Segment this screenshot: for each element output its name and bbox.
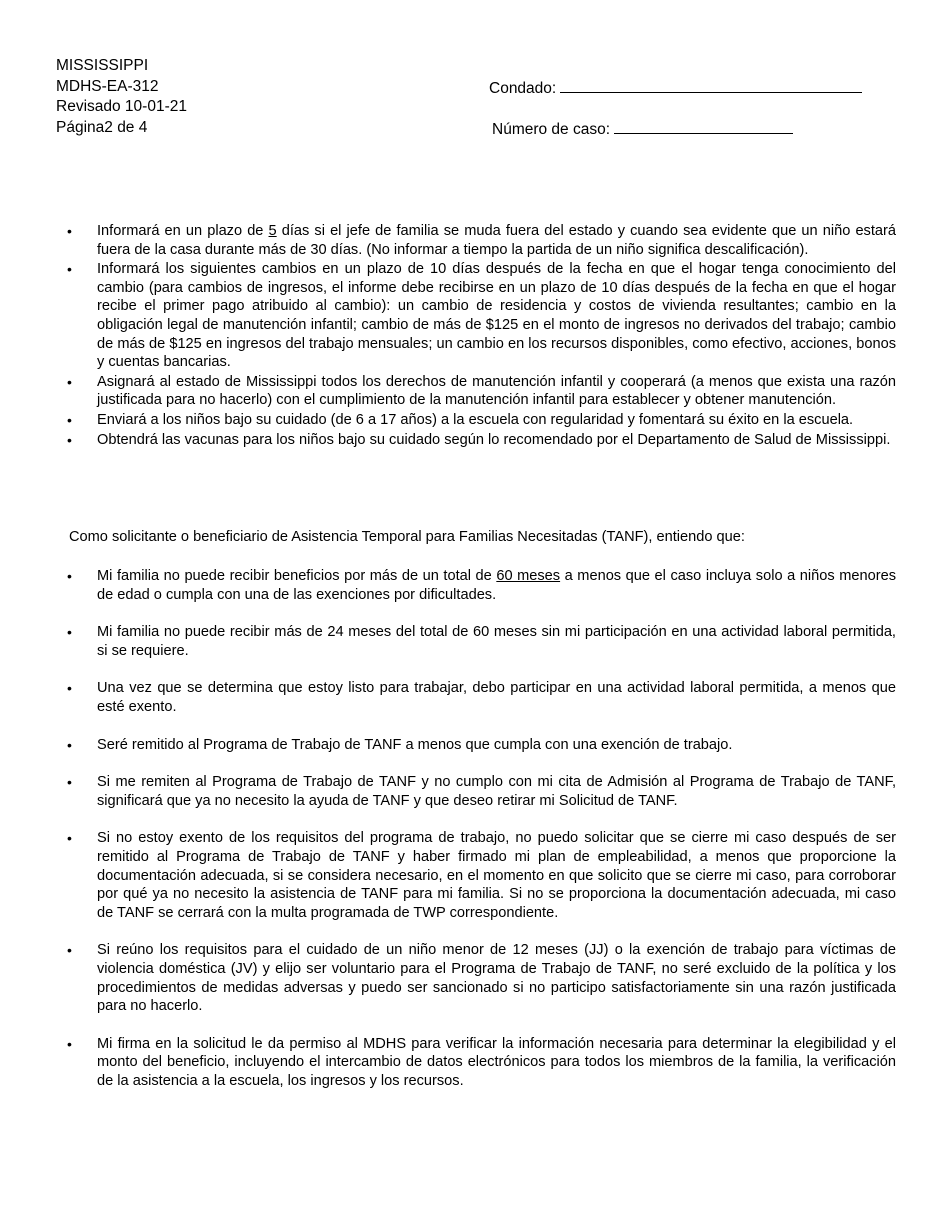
- list-item: • Mi familia no puede recibir beneficios por más de un total de 60 meses a menos que el caso incluya solo a niños menores de edad o cumpla con una de las exenciones por dificultades.: [66, 567, 896, 604]
- form-header: [56, 56, 187, 138]
- list-item: • Obtendrá las vacunas para los niños bajo su cuidado según lo recomendado por el Departamento de Salud de Mississippi.: [66, 431, 896, 450]
- responsibilities-list: [66, 222, 896, 450]
- case-number-field: [492, 119, 793, 140]
- list-item: • Si me remiten al Programa de Trabajo de TANF y no cumplo con mi cita de Admisión al Programa de Trabajo de TANF, significará que ya no necesito la ayuda de TANF y que deseo retirar mi Solicitud de TANF.: [66, 773, 896, 810]
- tanf-understandings-list: [66, 567, 896, 1109]
- list-item: • Si no estoy exento de los requisitos del programa de trabajo, no puedo solicitar que se cierre mi caso después de ser remitido al Programa de Trabajo de TANF y haber firmado mi plan de empleabilidad, a menos que proporcione la documentación adecuada, si se considera necesario, en el momento en que solicito que se cierre mi caso, para corroborar por qué ya no necesito la asistencia de TANF para mi familia. Si no se proporciona la documentación adecuada, mi caso de TANF se cerrará con la multa programada de TWP correspondiente.: [66, 829, 896, 922]
- list-item: • Mi familia no puede recibir más de 24 meses del total de 60 meses sin mi participación en una actividad laboral permitida, si se requiere.: [66, 623, 896, 660]
- tanf-intro-statement: Como solicitante o beneficiario de Asistencia Temporal para Familias Necesitadas (TANF), entiendo que:: [69, 529, 745, 545]
- page-number: Página2 de 4: [56, 118, 148, 136]
- case-number-label: Número de caso:: [492, 121, 611, 138]
- revision-date: Revisado 10-01-21: [56, 98, 187, 116]
- case-number-blank-line[interactable]: [614, 119, 793, 134]
- list-item: • Una vez que se determina que estoy listo para trabajar, debo participar en una actividad laboral permitida, a menos que esté exento.: [66, 679, 896, 716]
- list-item: • Si reúno los requisitos para el cuidado de un niño menor de 12 meses (JJ) o la exención de trabajo para víctimas de violencia doméstica (JV) y elijo ser voluntario para el Programa de Trabajo de TANF, no seré excluido de la política y los procedimientos de medidas adversas y puedo ser sancionado si no participo satisfactoriamente sin una razón justificada para no hacerlo.: [66, 941, 896, 1015]
- county-field: [489, 78, 862, 99]
- form-number: MDHS-EA-312: [56, 77, 159, 95]
- state-name: MISSISSIPPI: [56, 57, 149, 74]
- list-item: • Mi firma en la solicitud le da permiso al MDHS para verificar la información necesaria para determinar la elegibilidad y el monto del beneficio, incluyendo el intercambio de datos electrónicos para todos los miembros de la familia, la verificación de la asistencia a la escuela, los ingresos y los recursos.: [66, 1035, 896, 1091]
- list-item: • Seré remitido al Programa de Trabajo de TANF a menos que cumpla con una exención de trabajo.: [66, 736, 896, 755]
- list-item: • Informará en un plazo de 5 días si el jefe de familia se muda fuera del estado y cuando sea evidente que un niño estará fuera de la casa durante más de 30 días. (No informar a tiempo la partida de un niño significa descalificación).: [66, 222, 896, 259]
- county-blank-line[interactable]: [560, 78, 862, 93]
- county-label: Condado:: [489, 80, 557, 97]
- list-item: • Informará los siguientes cambios en un plazo de 10 días después de la fecha en que el hogar tenga conocimiento del cambio (para cambios de ingresos, el informe debe recibirse en un plazo de 10 días después de la fecha en que el hogar recibe el primer pago atribuido al cambio): un cambio de residencia y costos de vivienda resultantes; cambio en la obligación legal de manutención infantil; cambio de más de $125 en el monto de ingresos no derivados del trabajo; cambio de más de $125 en ingresos del trabajo mensuales; un cambio en los recursos disponibles, como efectivo, acciones, bonos y cuentas bancarias.: [66, 260, 896, 372]
- list-item: • Enviará a los niños bajo su cuidado (de 6 a 17 años) a la escuela con regularidad y fomentará su éxito en la escuela.: [66, 411, 896, 430]
- list-item: • Asignará al estado de Mississippi todos los derechos de manutención infantil y cooperará (a menos que exista una razón justificada para no hacerlo) con el cumplimiento de la manutención infantil para establecer y obtener manutención.: [66, 373, 896, 410]
